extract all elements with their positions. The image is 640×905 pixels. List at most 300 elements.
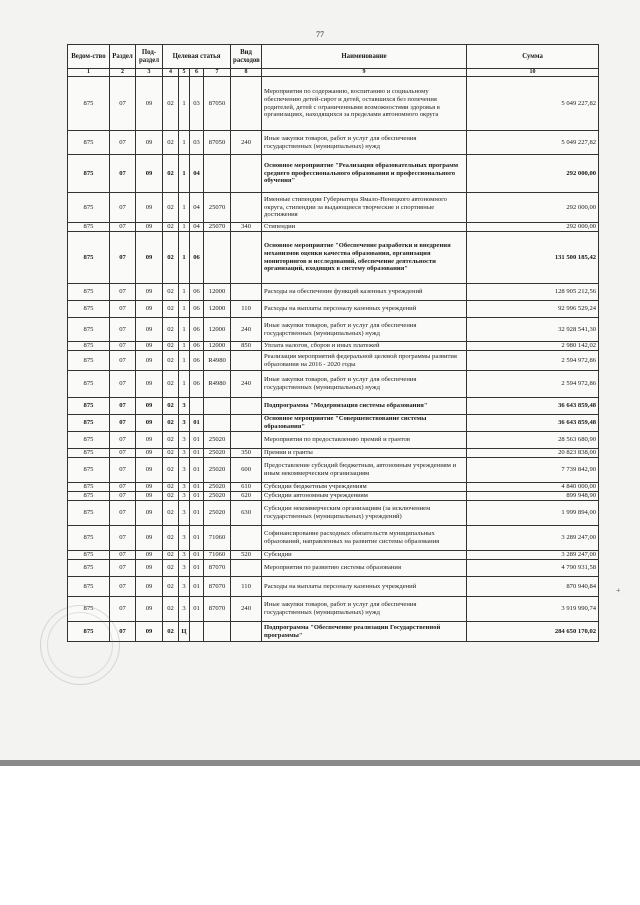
sum-cell: 28 563 680,90 bbox=[467, 432, 599, 449]
direction-cell: 25070 bbox=[204, 193, 231, 223]
program-cell: 02 bbox=[163, 597, 179, 622]
index-cell: 1 bbox=[68, 69, 110, 77]
razdel-cell: 07 bbox=[110, 432, 136, 449]
subprogram-cell: 1 bbox=[179, 351, 190, 371]
header-vedomstvo: Ведом-ство bbox=[68, 45, 110, 69]
vid-cell: 520 bbox=[231, 551, 262, 560]
sum-cell: 3 919 990,74 bbox=[467, 597, 599, 622]
razdel-cell: 07 bbox=[110, 458, 136, 483]
podrazdel-cell: 09 bbox=[136, 415, 163, 432]
vid-cell bbox=[231, 232, 262, 284]
name-cell: Иные закупки товаров, работ и услуг для обеспечения государственных (муниципальных) нужд bbox=[262, 371, 467, 398]
razdel-cell: 07 bbox=[110, 398, 136, 415]
vid-cell: 240 bbox=[231, 597, 262, 622]
header-celevaya-statya: Целевая статья bbox=[163, 45, 231, 69]
event-cell: 03 bbox=[190, 131, 204, 155]
program-cell: 02 bbox=[163, 449, 179, 458]
subprogram-cell: 1 bbox=[179, 131, 190, 155]
program-cell: 02 bbox=[163, 318, 179, 342]
program-cell: 02 bbox=[163, 526, 179, 551]
podrazdel-cell: 09 bbox=[136, 155, 163, 193]
podrazdel-cell: 09 bbox=[136, 449, 163, 458]
sum-cell: 36 643 859,48 bbox=[467, 415, 599, 432]
razdel-cell: 07 bbox=[110, 622, 136, 642]
program-cell: 02 bbox=[163, 155, 179, 193]
table-row bbox=[68, 622, 599, 642]
table-row bbox=[68, 483, 599, 492]
table-row bbox=[68, 371, 599, 398]
sum-cell: 4 790 931,58 bbox=[467, 560, 599, 577]
event-cell: 01 bbox=[190, 597, 204, 622]
podrazdel-cell: 09 bbox=[136, 492, 163, 501]
table-row bbox=[68, 577, 599, 597]
direction-cell: 25020 bbox=[204, 432, 231, 449]
program-cell: 02 bbox=[163, 342, 179, 351]
vid-cell bbox=[231, 351, 262, 371]
budget-table bbox=[67, 44, 599, 642]
direction-cell: R4980 bbox=[204, 351, 231, 371]
event-cell: 04 bbox=[190, 155, 204, 193]
podrazdel-cell: 09 bbox=[136, 131, 163, 155]
program-cell: 02 bbox=[163, 193, 179, 223]
podrazdel-cell: 09 bbox=[136, 301, 163, 318]
podrazdel-cell: 09 bbox=[136, 501, 163, 526]
name-cell: Премии и гранты bbox=[262, 449, 467, 458]
name-cell: Реализация мероприятий федеральной целевой программы развития образования на 2016 - 2020 годы bbox=[262, 351, 467, 371]
name-cell: Стипендии bbox=[262, 223, 467, 232]
index-cell: 6 bbox=[190, 69, 204, 77]
event-cell: 01 bbox=[190, 501, 204, 526]
vid-cell bbox=[231, 560, 262, 577]
vedomstvo-cell: 875 bbox=[68, 318, 110, 342]
table-row bbox=[68, 155, 599, 193]
vedomstvo-cell: 875 bbox=[68, 155, 110, 193]
vid-cell bbox=[231, 526, 262, 551]
direction-cell bbox=[204, 415, 231, 432]
subprogram-cell: 3 bbox=[179, 501, 190, 526]
name-cell: Именные стипендии Губернатора Ямало-Ненецкого автономного округа, стипендии за выдающиеся творческие и спортивные достижения bbox=[262, 193, 467, 223]
vedomstvo-cell: 875 bbox=[68, 77, 110, 131]
table-row bbox=[68, 501, 599, 526]
vedomstvo-cell: 875 bbox=[68, 193, 110, 223]
sum-cell: 3 289 247,00 bbox=[467, 526, 599, 551]
direction-cell: 12000 bbox=[204, 318, 231, 342]
vedomstvo-cell: 875 bbox=[68, 371, 110, 398]
direction-cell: 12000 bbox=[204, 301, 231, 318]
name-cell: Основное мероприятие "Совершенствование системы образования" bbox=[262, 415, 467, 432]
vedomstvo-cell: 875 bbox=[68, 560, 110, 577]
sum-cell: 5 049 227,82 bbox=[467, 131, 599, 155]
header-row bbox=[68, 45, 599, 69]
direction-cell: 12000 bbox=[204, 342, 231, 351]
subprogram-cell: 1 bbox=[179, 284, 190, 301]
table-row bbox=[68, 232, 599, 284]
table-row bbox=[68, 342, 599, 351]
razdel-cell: 07 bbox=[110, 415, 136, 432]
subprogram-cell: 1 bbox=[179, 301, 190, 318]
subprogram-cell: 3 bbox=[179, 526, 190, 551]
sum-cell: 92 996 529,24 bbox=[467, 301, 599, 318]
event-cell: 04 bbox=[190, 193, 204, 223]
podrazdel-cell: 09 bbox=[136, 232, 163, 284]
program-cell: 02 bbox=[163, 577, 179, 597]
event-cell: 06 bbox=[190, 232, 204, 284]
subprogram-cell: 3 bbox=[179, 432, 190, 449]
table-row bbox=[68, 318, 599, 342]
name-cell: Расходы на обеспечение функций казенных учреждений bbox=[262, 284, 467, 301]
direction-cell bbox=[204, 232, 231, 284]
header-summa: Сумма bbox=[467, 45, 599, 69]
name-cell: Субсидии bbox=[262, 551, 467, 560]
vid-cell: 630 bbox=[231, 501, 262, 526]
podrazdel-cell: 09 bbox=[136, 351, 163, 371]
sum-cell: 3 289 247,00 bbox=[467, 551, 599, 560]
direction-cell: 87070 bbox=[204, 597, 231, 622]
event-cell: 06 bbox=[190, 318, 204, 342]
vedomstvo-cell: 875 bbox=[68, 432, 110, 449]
event-cell: 01 bbox=[190, 560, 204, 577]
subprogram-cell: 1 bbox=[179, 223, 190, 232]
podrazdel-cell: 09 bbox=[136, 622, 163, 642]
podrazdel-cell: 09 bbox=[136, 432, 163, 449]
razdel-cell: 07 bbox=[110, 77, 136, 131]
header-razdel: Раздел bbox=[110, 45, 136, 69]
vedomstvo-cell: 875 bbox=[68, 223, 110, 232]
vid-cell: 350 bbox=[231, 449, 262, 458]
vedomstvo-cell: 875 bbox=[68, 622, 110, 642]
sum-cell: 899 948,90 bbox=[467, 492, 599, 501]
subprogram-cell: Ц bbox=[179, 622, 190, 642]
table-row bbox=[68, 351, 599, 371]
sum-cell: 2 594 972,86 bbox=[467, 371, 599, 398]
table-row bbox=[68, 526, 599, 551]
sum-cell: 870 940,84 bbox=[467, 577, 599, 597]
sum-cell: 7 739 842,90 bbox=[467, 458, 599, 483]
razdel-cell: 07 bbox=[110, 342, 136, 351]
program-cell: 02 bbox=[163, 351, 179, 371]
vid-cell: 240 bbox=[231, 371, 262, 398]
sum-cell: 1 999 894,00 bbox=[467, 501, 599, 526]
vedomstvo-cell: 875 bbox=[68, 342, 110, 351]
vid-cell bbox=[231, 398, 262, 415]
vid-cell bbox=[231, 415, 262, 432]
name-cell: Мероприятия по развитию системы образования bbox=[262, 560, 467, 577]
name-cell: Подпрограмма "Обеспечение реализации Государственной программы" bbox=[262, 622, 467, 642]
event-cell: 06 bbox=[190, 351, 204, 371]
direction-cell: 25020 bbox=[204, 492, 231, 501]
vid-cell: 240 bbox=[231, 131, 262, 155]
razdel-cell: 07 bbox=[110, 526, 136, 551]
program-cell: 02 bbox=[163, 415, 179, 432]
subprogram-cell: 3 bbox=[179, 577, 190, 597]
program-cell: 02 bbox=[163, 551, 179, 560]
razdel-cell: 07 bbox=[110, 449, 136, 458]
vid-cell bbox=[231, 284, 262, 301]
event-cell: 03 bbox=[190, 77, 204, 131]
vid-cell bbox=[231, 622, 262, 642]
program-cell: 02 bbox=[163, 492, 179, 501]
name-cell: Основное мероприятие "Обеспечение разработки и внедрения механизмов оценки качества образования, организация мониторингов и исследований, обеспечение деятельности организаций, входящих в систему образования" bbox=[262, 232, 467, 284]
podrazdel-cell: 09 bbox=[136, 318, 163, 342]
vid-cell: 620 bbox=[231, 492, 262, 501]
header-vid-rashodov: Вид расходов bbox=[231, 45, 262, 69]
razdel-cell: 07 bbox=[110, 318, 136, 342]
razdel-cell: 07 bbox=[110, 371, 136, 398]
sum-cell: 284 650 170,02 bbox=[467, 622, 599, 642]
vedomstvo-cell: 875 bbox=[68, 449, 110, 458]
event-cell: 01 bbox=[190, 415, 204, 432]
subprogram-cell: 3 bbox=[179, 560, 190, 577]
podrazdel-cell: 09 bbox=[136, 284, 163, 301]
event-cell: 06 bbox=[190, 342, 204, 351]
event-cell: 01 bbox=[190, 458, 204, 483]
vedomstvo-cell: 875 bbox=[68, 232, 110, 284]
subprogram-cell: 3 bbox=[179, 492, 190, 501]
program-cell: 02 bbox=[163, 223, 179, 232]
table-row bbox=[68, 551, 599, 560]
subprogram-cell: 3 bbox=[179, 415, 190, 432]
name-cell: Уплата налогов, сборов и иных платежей bbox=[262, 342, 467, 351]
razdel-cell: 07 bbox=[110, 131, 136, 155]
direction-cell: 87050 bbox=[204, 131, 231, 155]
vedomstvo-cell: 875 bbox=[68, 597, 110, 622]
subprogram-cell: 1 bbox=[179, 318, 190, 342]
direction-cell: 25020 bbox=[204, 501, 231, 526]
name-cell: Субсидии некоммерческим организациям (за исключением государственных (муниципальных) учреждений) bbox=[262, 501, 467, 526]
sum-cell: 36 643 859,48 bbox=[467, 398, 599, 415]
event-cell: 01 bbox=[190, 483, 204, 492]
index-cell: 10 bbox=[467, 69, 599, 77]
event-cell: 01 bbox=[190, 432, 204, 449]
name-cell: Софинансирование расходных обязательств муниципальных образований, направленных на развитие системы образования bbox=[262, 526, 467, 551]
razdel-cell: 07 bbox=[110, 492, 136, 501]
podrazdel-cell: 09 bbox=[136, 193, 163, 223]
podrazdel-cell: 09 bbox=[136, 597, 163, 622]
vid-cell: 240 bbox=[231, 318, 262, 342]
direction-cell bbox=[204, 155, 231, 193]
podrazdel-cell: 09 bbox=[136, 526, 163, 551]
subprogram-cell: 1 bbox=[179, 193, 190, 223]
vedomstvo-cell: 875 bbox=[68, 492, 110, 501]
vedomstvo-cell: 875 bbox=[68, 284, 110, 301]
program-cell: 02 bbox=[163, 301, 179, 318]
podrazdel-cell: 09 bbox=[136, 77, 163, 131]
table-row bbox=[68, 432, 599, 449]
table-row bbox=[68, 458, 599, 483]
name-cell: Основное мероприятие "Реализация образовательных программ среднего профессионального образования и профессионального обучения" bbox=[262, 155, 467, 193]
vid-cell: 850 bbox=[231, 342, 262, 351]
table-row bbox=[68, 415, 599, 432]
podrazdel-cell: 09 bbox=[136, 577, 163, 597]
podrazdel-cell: 09 bbox=[136, 223, 163, 232]
name-cell: Субсидии автономным учреждениям bbox=[262, 492, 467, 501]
name-cell: Подпрограмма "Модернизация системы образования" bbox=[262, 398, 467, 415]
table-row bbox=[68, 131, 599, 155]
table-row bbox=[68, 597, 599, 622]
header-podrazdel: Под-раздел bbox=[136, 45, 163, 69]
razdel-cell: 07 bbox=[110, 351, 136, 371]
event-cell: 04 bbox=[190, 223, 204, 232]
table-row bbox=[68, 193, 599, 223]
vedomstvo-cell: 875 bbox=[68, 398, 110, 415]
sum-cell: 20 823 838,00 bbox=[467, 449, 599, 458]
name-cell: Мероприятия по предоставлению премий и грантов bbox=[262, 432, 467, 449]
program-cell: 02 bbox=[163, 371, 179, 398]
program-cell: 02 bbox=[163, 131, 179, 155]
table-row bbox=[68, 560, 599, 577]
table-row bbox=[68, 77, 599, 131]
razdel-cell: 07 bbox=[110, 301, 136, 318]
table-row bbox=[68, 398, 599, 415]
direction-cell bbox=[204, 622, 231, 642]
direction-cell: 25020 bbox=[204, 449, 231, 458]
razdel-cell: 07 bbox=[110, 223, 136, 232]
podrazdel-cell: 09 bbox=[136, 342, 163, 351]
program-cell: 02 bbox=[163, 501, 179, 526]
subprogram-cell: 3 bbox=[179, 398, 190, 415]
razdel-cell: 07 bbox=[110, 597, 136, 622]
razdel-cell: 07 bbox=[110, 284, 136, 301]
podrazdel-cell: 09 bbox=[136, 560, 163, 577]
vid-cell: 110 bbox=[231, 301, 262, 318]
vedomstvo-cell: 875 bbox=[68, 131, 110, 155]
sum-cell: 5 049 227,82 bbox=[467, 77, 599, 131]
podrazdel-cell: 09 bbox=[136, 551, 163, 560]
vid-cell bbox=[231, 193, 262, 223]
vid-cell: 340 bbox=[231, 223, 262, 232]
index-cell: 4 bbox=[163, 69, 179, 77]
program-cell: 02 bbox=[163, 77, 179, 131]
name-cell: Расходы на выплаты персоналу казенных учреждений bbox=[262, 301, 467, 318]
razdel-cell: 07 bbox=[110, 155, 136, 193]
event-cell bbox=[190, 622, 204, 642]
table-row bbox=[68, 284, 599, 301]
subprogram-cell: 1 bbox=[179, 155, 190, 193]
sum-cell: 131 500 185,42 bbox=[467, 232, 599, 284]
sum-cell: 2 980 142,02 bbox=[467, 342, 599, 351]
program-cell: 02 bbox=[163, 232, 179, 284]
direction-cell: 71060 bbox=[204, 526, 231, 551]
sum-cell: 292 000,00 bbox=[467, 155, 599, 193]
name-cell: Предоставление субсидий бюджетным, автономным учреждениям и иным некоммерческим организациям bbox=[262, 458, 467, 483]
vid-cell bbox=[231, 155, 262, 193]
podrazdel-cell: 09 bbox=[136, 371, 163, 398]
index-cell: 5 bbox=[179, 69, 190, 77]
vedomstvo-cell: 875 bbox=[68, 483, 110, 492]
vedomstvo-cell: 875 bbox=[68, 501, 110, 526]
table-row bbox=[68, 301, 599, 318]
subprogram-cell: 3 bbox=[179, 597, 190, 622]
sum-cell: 32 928 541,30 bbox=[467, 318, 599, 342]
subprogram-cell: 3 bbox=[179, 458, 190, 483]
razdel-cell: 07 bbox=[110, 483, 136, 492]
vedomstvo-cell: 875 bbox=[68, 351, 110, 371]
program-cell: 02 bbox=[163, 483, 179, 492]
direction-cell: 25020 bbox=[204, 483, 231, 492]
program-cell: 02 bbox=[163, 284, 179, 301]
event-cell: 06 bbox=[190, 371, 204, 398]
table-row bbox=[68, 492, 599, 501]
page-number: 77 bbox=[316, 30, 324, 39]
index-cell: 8 bbox=[231, 69, 262, 77]
index-cell: 9 bbox=[262, 69, 467, 77]
index-cell: 2 bbox=[110, 69, 136, 77]
event-cell: 01 bbox=[190, 577, 204, 597]
index-cell: 3 bbox=[136, 69, 163, 77]
podrazdel-cell: 09 bbox=[136, 483, 163, 492]
direction-cell: 87070 bbox=[204, 577, 231, 597]
direction-cell: 87070 bbox=[204, 560, 231, 577]
direction-cell: 87050 bbox=[204, 77, 231, 131]
name-cell: Мероприятия по содержанию, воспитанию и социальному обеспечению детей-сирот и детей, оставшихся без попечения родителей, детей с ограниченными возможностями здоровья в организациях, находящихся за пределами автономного округа bbox=[262, 77, 467, 131]
podrazdel-cell: 09 bbox=[136, 458, 163, 483]
seal-stamp-inner bbox=[47, 612, 113, 678]
index-cell: 7 bbox=[204, 69, 231, 77]
podrazdel-cell: 09 bbox=[136, 398, 163, 415]
razdel-cell: 07 bbox=[110, 232, 136, 284]
name-cell: Иные закупки товаров, работ и услуг для обеспечения государственных (муниципальных) нужд bbox=[262, 131, 467, 155]
event-cell: 06 bbox=[190, 284, 204, 301]
vid-cell: 110 bbox=[231, 577, 262, 597]
subprogram-cell: 1 bbox=[179, 342, 190, 351]
subprogram-cell: 3 bbox=[179, 483, 190, 492]
razdel-cell: 07 bbox=[110, 193, 136, 223]
razdel-cell: 07 bbox=[110, 551, 136, 560]
vedomstvo-cell: 875 bbox=[68, 526, 110, 551]
event-cell bbox=[190, 398, 204, 415]
sum-cell: 292 000,00 bbox=[467, 193, 599, 223]
program-cell: 02 bbox=[163, 458, 179, 483]
subprogram-cell: 1 bbox=[179, 371, 190, 398]
event-cell: 01 bbox=[190, 449, 204, 458]
name-cell: Иные закупки товаров, работ и услуг для обеспечения государственных (муниципальных) нужд bbox=[262, 597, 467, 622]
vid-cell bbox=[231, 77, 262, 131]
sum-cell: 292 000,00 bbox=[467, 223, 599, 232]
table-row bbox=[68, 449, 599, 458]
subprogram-cell: 3 bbox=[179, 449, 190, 458]
razdel-cell: 07 bbox=[110, 560, 136, 577]
vedomstvo-cell: 875 bbox=[68, 415, 110, 432]
sum-cell: 2 594 972,86 bbox=[467, 351, 599, 371]
event-cell: 01 bbox=[190, 526, 204, 551]
event-cell: 06 bbox=[190, 301, 204, 318]
razdel-cell: 07 bbox=[110, 577, 136, 597]
program-cell: 02 bbox=[163, 560, 179, 577]
direction-cell: 25020 bbox=[204, 458, 231, 483]
vedomstvo-cell: 875 bbox=[68, 458, 110, 483]
program-cell: 02 bbox=[163, 398, 179, 415]
sum-cell: 128 905 212,56 bbox=[467, 284, 599, 301]
name-cell: Иные закупки товаров, работ и услуг для обеспечения государственных (муниципальных) нужд bbox=[262, 318, 467, 342]
name-cell: Расходы на выплаты персоналу казенных учреждений bbox=[262, 577, 467, 597]
header-naimenovanie: Наименование bbox=[262, 45, 467, 69]
razdel-cell: 07 bbox=[110, 501, 136, 526]
vedomstvo-cell: 875 bbox=[68, 301, 110, 318]
event-cell: 01 bbox=[190, 551, 204, 560]
vedomstvo-cell: 875 bbox=[68, 551, 110, 560]
table-row bbox=[68, 223, 599, 232]
program-cell: 02 bbox=[163, 622, 179, 642]
event-cell: 01 bbox=[190, 492, 204, 501]
index-row bbox=[68, 69, 599, 77]
margin-mark: + bbox=[616, 586, 621, 595]
direction-cell: R4980 bbox=[204, 371, 231, 398]
direction-cell: 25070 bbox=[204, 223, 231, 232]
vedomstvo-cell: 875 bbox=[68, 577, 110, 597]
direction-cell: 12000 bbox=[204, 284, 231, 301]
vid-cell: 600 bbox=[231, 458, 262, 483]
subprogram-cell: 1 bbox=[179, 232, 190, 284]
